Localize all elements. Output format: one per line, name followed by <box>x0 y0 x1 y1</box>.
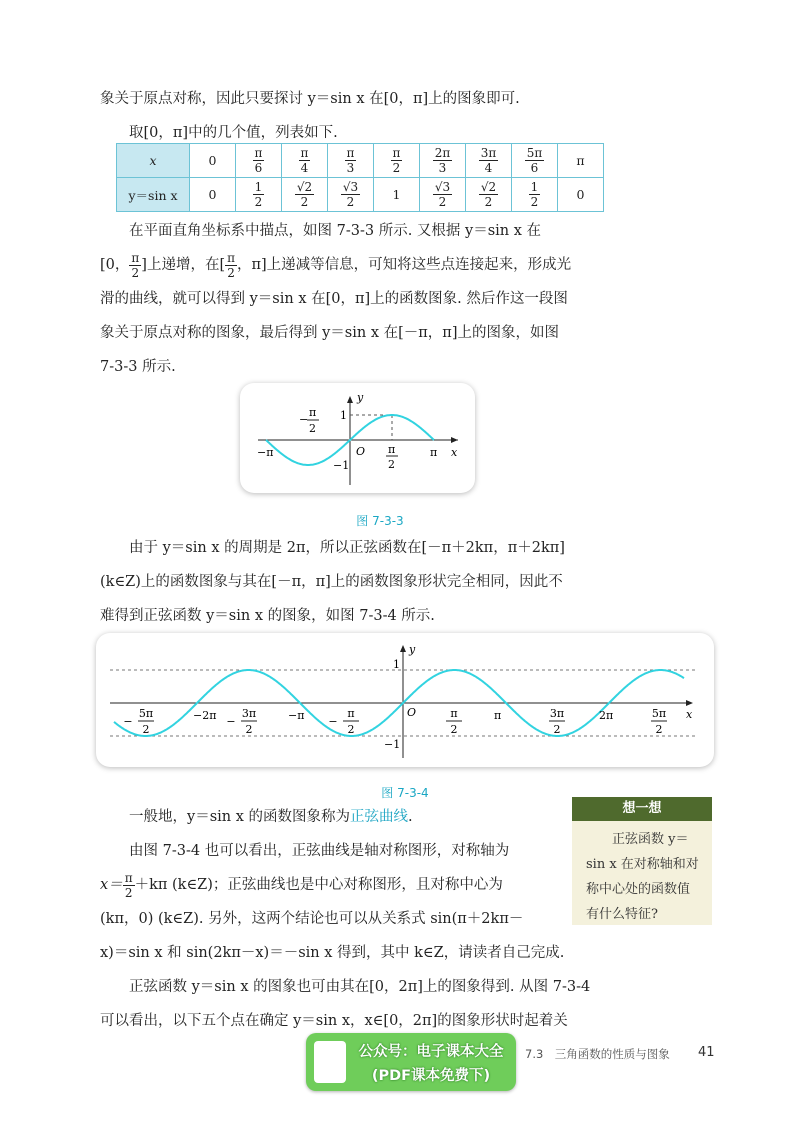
tick-label-denominator: 2 <box>553 723 561 736</box>
table-cell-y: $\frac{1}{2}$ <box>512 178 558 212</box>
tick-label-2pi: 2π <box>599 709 614 722</box>
tick-label-minus: − <box>123 715 133 728</box>
line-3c: 滑的曲线，就可以得到 y＝sin x 在[0，π]上的函数图象. 然后作这一段图 <box>100 291 568 307</box>
line-6a: 由图 7-3-4 也可以看出，正弦曲线是轴对称图形，对称轴为 <box>129 843 510 859</box>
table-header-y: y＝sin x <box>117 178 190 212</box>
tick-label-minus: − <box>328 715 338 728</box>
table-cell-x: π <box>558 144 604 178</box>
fraction-pi-over-2: $\frac{\pi}{2}$ <box>227 250 235 280</box>
y-axis-label: y <box>409 643 416 656</box>
think-box-title: 想一想 <box>572 797 712 821</box>
tick-label-denominator: 2 <box>142 723 150 736</box>
table-cell-x: $\frac{2\pi}{3}$ <box>420 144 466 178</box>
tick-label-pi-half-num: π <box>388 443 396 456</box>
tick-label-denominator: 2 <box>245 723 253 736</box>
table-cell-x: $\frac{\pi}{3}$ <box>328 144 374 178</box>
tick-label-neg-pi-half-num: π <box>309 406 317 419</box>
line-3e: 7-3-3 所示. <box>100 359 176 375</box>
line-7a: 正弦函数 y＝sin x 的图象也可由其在[0，2π]上的图象得到. 从图 7-3-4 <box>129 979 591 995</box>
table-cell-y: $\frac{√2}{2}$ <box>466 178 512 212</box>
tick-label-minus: − <box>226 715 236 728</box>
tick-label-neg-2pi: −2π <box>193 709 217 722</box>
promo-banner[interactable] <box>306 1033 516 1091</box>
origin-label: O <box>356 445 366 458</box>
line-3b: [0， $\frac{\pi}{2}$ ]上递增，在[ $\frac{\pi}{2}$ ，π]上递减等信息，可知将这些点连接起来，形成光 <box>100 250 572 280</box>
think-box <box>572 797 712 925</box>
table-cell-x: $\frac{\pi}{2}$ <box>374 144 420 178</box>
tick-label-pi: π <box>430 446 438 459</box>
tick-label-neg-pi: −π <box>288 709 305 722</box>
tick-label-denominator: 2 <box>655 723 663 736</box>
tick-label-1: 1 <box>393 658 400 671</box>
text-block-sine-curve <box>100 800 570 936</box>
tick-label-numerator: 5π <box>138 707 154 720</box>
line-5: 一般地，y＝sin x 的函数图象称为正弦曲线. <box>129 809 413 825</box>
table-row-y <box>117 178 604 212</box>
x-axis-label: x <box>451 446 458 459</box>
table-cell-y: $\frac{√2}{2}$ <box>282 178 328 212</box>
tick-label-neg-pi-half-den: 2 <box>309 422 316 435</box>
line-6c: (kπ，0) (k∈Z). 另外，这两个结论也可以从关系式 sin(π＋2kπ－ <box>100 911 524 927</box>
sin-graph-small <box>240 383 475 493</box>
table-cell-y: 1 <box>374 178 420 212</box>
tick-label-numerator: 3π <box>241 707 257 720</box>
table-cell-y: $\frac{1}{2}$ <box>236 178 282 212</box>
x-axis-arrow <box>686 700 693 706</box>
tick-label-neg-1: −1 <box>333 459 350 472</box>
table-header-x: x <box>117 144 190 178</box>
table-cell-y: 0 <box>558 178 604 212</box>
table-cell-y: $\frac{√3}{2}$ <box>420 178 466 212</box>
figure-7-3-4 <box>96 633 714 767</box>
banner-line-1: 公众号：电子课本大全 <box>358 1044 504 1060</box>
table-cell-x: 0 <box>190 144 236 178</box>
table-cell-x: $\frac{5\pi}{6}$ <box>512 144 558 178</box>
figure-caption-7-3-3: 图 7-3-3 <box>356 514 404 528</box>
tick-label-numerator: 5π <box>651 707 667 720</box>
y-axis-arrow <box>347 396 353 403</box>
footer-section-title: 7.3 三角函数的性质与图象 <box>525 1047 670 1061</box>
line-1: 象关于原点对称，因此只要探讨 y＝sin x 在[0，π]上的图象即可. <box>100 91 520 107</box>
y-axis-arrow <box>400 645 406 652</box>
origin-label: O <box>407 706 417 719</box>
table-row-x <box>117 144 604 178</box>
tick-label-denominator: 2 <box>450 723 458 736</box>
text-block-plot <box>100 214 700 384</box>
tick-label-pi-half-den: 2 <box>388 458 395 471</box>
line-6b: x＝ $\frac{\pi}{2}$ ＋kπ (k∈Z)；正弦曲线也是中心对称图形，且对称中心为 <box>100 870 503 900</box>
fraction-pi-over-2: $\frac{\pi}{2}$ <box>124 870 133 900</box>
tick-label-neg-pi-half-sign: − <box>299 413 309 426</box>
text-block-intro <box>100 82 700 150</box>
tick-label-neg-pi: −π <box>257 446 274 459</box>
think-box-body: 正弦函数 y＝sin x 在对称轴和对称中心处的函数值有什么特征? <box>586 832 699 922</box>
figure-caption-7-3-4: 图 7-3-4 <box>381 786 429 800</box>
tick-label-neg-1: −1 <box>384 738 401 751</box>
line-7b: 可以看出，以下五个点在确定 y＝sin x，x∈[0，2π]的图象形状时起着关 <box>100 1013 568 1029</box>
line-4b: (k∈Z)上的函数图象与其在[－π，π]上的函数图象形状完全相同，因此不 <box>100 574 563 590</box>
table-cell-y: $\frac{√3}{2}$ <box>328 178 374 212</box>
tick-label-pi: π <box>494 709 502 722</box>
sin-value-table <box>116 143 604 212</box>
line-4c: 难得到正弦函数 y＝sin x 的图象，如图 7-3-4 所示. <box>100 608 435 624</box>
text-block-conclusion <box>100 936 700 1038</box>
tick-label-1: 1 <box>340 409 347 422</box>
x-axis-label: x <box>686 708 693 721</box>
book-icon <box>314 1041 346 1083</box>
term-sine-curve: 正弦曲线 <box>350 809 409 825</box>
table-cell-x: $\frac{\pi}{6}$ <box>236 144 282 178</box>
banner-line-2: (PDF课本免费下) <box>371 1068 491 1084</box>
tick-label-numerator: 3π <box>549 707 565 720</box>
x-axis-arrow <box>451 437 458 443</box>
y-axis-label: y <box>357 391 364 404</box>
table-cell-x: $\frac{\pi}{4}$ <box>282 144 328 178</box>
tick-label-denominator: 2 <box>347 723 355 736</box>
page-number: 41 <box>698 1045 715 1060</box>
figure-7-3-3 <box>240 383 475 493</box>
line-6d: x)＝sin x 和 sin(2kπ－x)＝－sin x 得到，其中 k∈Z，请读者自己完成. <box>100 945 565 961</box>
line-3d: 象关于原点对称的图象，最后得到 y＝sin x 在[－π，π]上的图象，如图 <box>100 325 559 341</box>
line-2: 取[0，π]中的几个值，列表如下. <box>129 125 338 141</box>
table-cell-y: 0 <box>190 178 236 212</box>
tick-label-numerator: π <box>347 707 355 720</box>
line-4a: 由于 y＝sin x 的周期是 2π，所以正弦函数在[－π＋2kπ，π＋2kπ] <box>129 540 565 556</box>
tick-label-numerator: π <box>450 707 458 720</box>
sin-graph-wide <box>96 633 714 767</box>
text-block-period <box>100 531 700 633</box>
line-3a: 在平面直角坐标系中描点，如图 7-3-3 所示. 又根据 y＝sin x 在 <box>129 223 542 239</box>
fraction-pi-over-2: $\frac{\pi}{2}$ <box>131 250 140 280</box>
table-cell-x: $\frac{3\pi}{4}$ <box>466 144 512 178</box>
